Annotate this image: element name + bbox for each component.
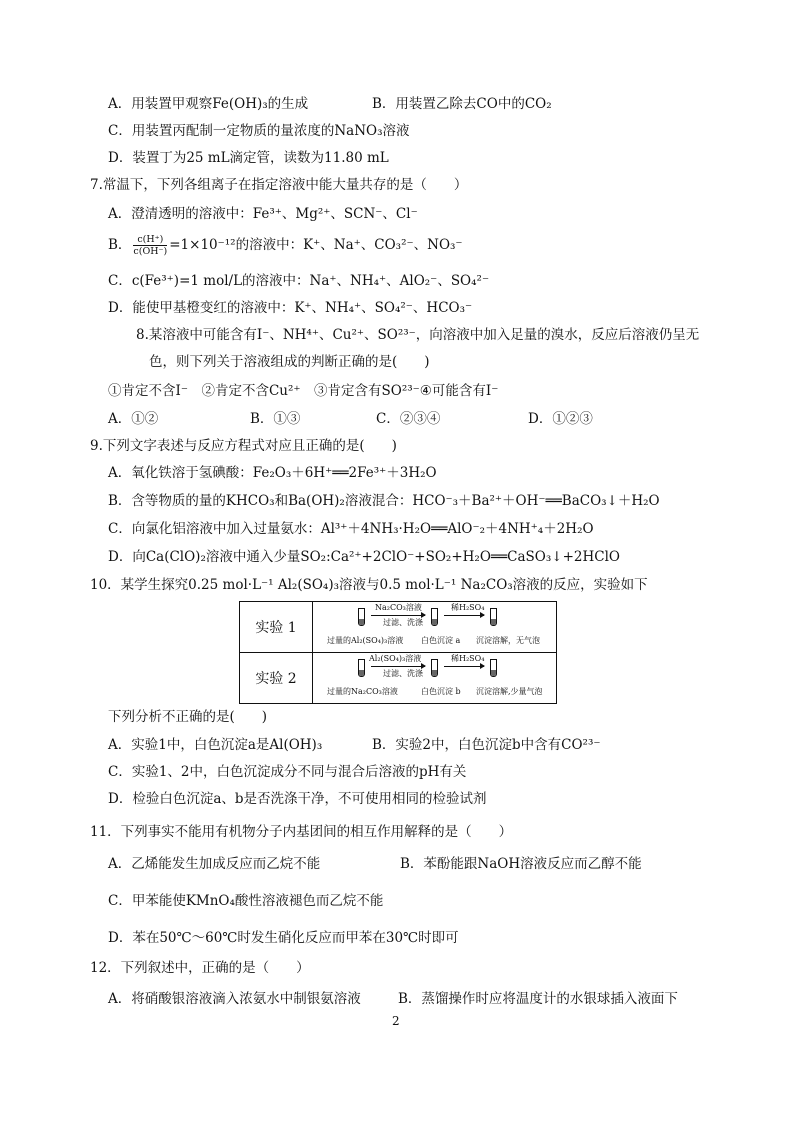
- test-tube-icon: [358, 608, 365, 626]
- q12-stem: 12．下列叙述中，正确的是（ ）: [90, 960, 310, 976]
- arrow-right-icon: [444, 666, 484, 667]
- q6-option-d: D．装置丁为25 mL滴定管，读数为11.80 mL: [108, 150, 389, 166]
- experiment-2-flow: [313, 653, 557, 704]
- exp2-reagent2: 稀H₂SO₄: [451, 654, 485, 663]
- q11-stem: 11．下列事实不能用有机物分子内基团间的相互作用解释的是（ ）: [90, 824, 513, 840]
- arrow-right-icon: [444, 615, 484, 616]
- q6-option-b: B．用装置乙除去CO中的CO₂: [372, 96, 552, 112]
- q7-option-d: D．能使甲基橙变红的溶液中：K⁺、NH₄⁺、SO₄²⁻、HCO₃⁻: [108, 300, 473, 316]
- q8-option-b: B．①③: [250, 411, 301, 427]
- exp2-reagent1: Al₂(SO₄)₃溶液: [369, 654, 422, 663]
- fraction-denominator: c(OH⁻): [133, 246, 168, 257]
- page-number: 2: [392, 1014, 400, 1028]
- q8-option-a: A．①②: [108, 411, 159, 427]
- exp2-start: 过量的Na₂CO₃溶液: [327, 687, 398, 696]
- q7-option-b-prefix: B．: [108, 237, 132, 253]
- q9-option-a: A．氧化铁溶于氢碘酸：Fe₂O₃＋6H⁺══2Fe³⁺＋3H₂O: [108, 465, 437, 481]
- q8-statements: ①肯定不含I⁻ ②肯定不含Cu²⁺ ③肯定含有SO²³⁻④可能含有I⁻: [108, 383, 499, 399]
- exp2-step1: 过滤、洗涤: [383, 669, 423, 678]
- q10-prompt: 下列分析不正确的是( ): [108, 709, 268, 725]
- q6-option-a: A．用装置甲观察Fe(OH)₃的生成: [108, 96, 309, 112]
- q9-option-d: D．向Ca(ClO)₂溶液中通入少量SO₂:Ca²⁺+2ClO⁻+SO₂+H₂O══CaSO₃↓+2HClO: [108, 549, 620, 565]
- fraction-numerator: c(H⁺): [133, 234, 167, 246]
- q11-option-b: B．苯酚能跟NaOH溶液反应而乙醇不能: [400, 856, 642, 872]
- q12-option-a: A．将硝酸银溶液滴入浓氨水中制银氨溶液: [108, 991, 361, 1007]
- arrow-right-icon: [371, 666, 425, 667]
- experiment-table: [239, 601, 557, 704]
- q10-option-a: A．实验1中，白色沉淀a是Al(OH)₃: [108, 737, 323, 753]
- q7-option-a: A．澄清透明的溶液中：Fe³⁺、Mg²⁺、SCN⁻、Cl⁻: [108, 206, 418, 222]
- test-tube-icon: [490, 608, 497, 626]
- q8-stem-line2: 色，则下列关于溶液组成的判断正确的是( ): [149, 354, 430, 370]
- exp2-end: 沉淀溶解,少量气泡: [476, 687, 543, 696]
- q10-option-b: B．实验2中，白色沉淀b中含有CO²³⁻: [372, 737, 601, 753]
- q10-option-c: C．实验1、2中，白色沉淀成分不同与混合后溶液的pH有关: [108, 764, 467, 780]
- q8-option-d: D．①②③: [528, 411, 593, 427]
- exp1-reagent1: Na₂CO₃溶液: [375, 603, 422, 612]
- experiment-1-flow: [313, 602, 557, 653]
- q8-stem-line1: 8.某溶液中可能含有I⁻、NH⁴⁺、Cu²⁺、SO²³⁻，向溶液中加入足量的溴水，反应后溶液仍呈无: [136, 327, 700, 343]
- experiment-2-label: 实验 2: [240, 653, 313, 704]
- q7-option-c: C．c(Fe³⁺)=1 mol/L的溶液中：Na⁺、NH₄⁺、AlO₂⁻、SO₄²⁻: [108, 273, 490, 289]
- test-tube-icon: [490, 659, 497, 677]
- q7-option-b-fraction: [133, 234, 167, 257]
- q11-option-a: A．乙烯能发生加成反应而乙烷不能: [108, 856, 321, 872]
- exp1-end: 沉淀溶解，无气泡: [476, 636, 540, 645]
- q7-stem: 7.常温下，下列各组离子在指定溶液中能大量共存的是（ ）: [90, 177, 468, 193]
- q12-option-b: B．蒸馏操作时应将温度计的水银球插入液面下: [398, 991, 678, 1007]
- q9-option-c: C．向氯化铝溶液中加入过量氨水：Al³⁺＋4NH₃·H₂O══AlO⁻₂＋4NH⁺₄＋2H₂O: [108, 521, 594, 537]
- test-tube-icon: [358, 659, 365, 677]
- experiment-row-2: [240, 653, 557, 704]
- arrow-right-icon: [371, 615, 425, 616]
- exp1-reagent2: 稀H₂SO₄: [451, 603, 485, 612]
- q10-stem: 10．某学生探究0.25 mol·L⁻¹ Al₂(SO₄)₃溶液与0.5 mol·L⁻¹ Na₂CO₃溶液的反应，实验如下: [90, 577, 648, 593]
- exp1-start: 过量的Al₂(SO₄)₃溶液: [327, 636, 404, 645]
- q8-option-c: C．②③④: [376, 411, 441, 427]
- experiment-1-label: 实验 1: [240, 602, 313, 653]
- experiment-row-1: [240, 602, 557, 653]
- exp1-step1: 过滤、洗涤: [383, 618, 423, 627]
- exp1-mid: 白色沉淀 a: [421, 636, 461, 645]
- q6-option-c: C．用装置丙配制一定物质的量浓度的NaNO₃溶液: [108, 123, 410, 139]
- q7-option-b-suffix: =1×10⁻¹²的溶液中：K⁺、Na⁺、CO₃²⁻、NO₃⁻: [169, 237, 463, 253]
- q10-option-d: D．检验白色沉淀a、b是否洗涤干净，不可使用相同的检验试剂: [108, 791, 487, 807]
- exp2-mid: 白色沉淀 b: [421, 687, 461, 696]
- test-tube-icon: [431, 608, 438, 626]
- q9-stem: 9.下列文字表述与反应方程式对应且正确的是( ): [90, 438, 397, 454]
- q9-option-b: B．含等物质的量的KHCO₃和Ba(OH)₂溶液混合：HCO⁻₃＋Ba²⁺＋OH⁻══BaCO₃↓＋H₂O: [108, 493, 660, 509]
- q11-option-c: C．甲苯能使KMnO₄酸性溶液褪色而乙烷不能: [108, 893, 384, 909]
- q11-option-d: D．苯在50℃～60℃时发生硝化反应而甲苯在30℃时即可: [108, 930, 459, 946]
- test-tube-icon: [431, 659, 438, 677]
- q7-option-b: [108, 234, 463, 257]
